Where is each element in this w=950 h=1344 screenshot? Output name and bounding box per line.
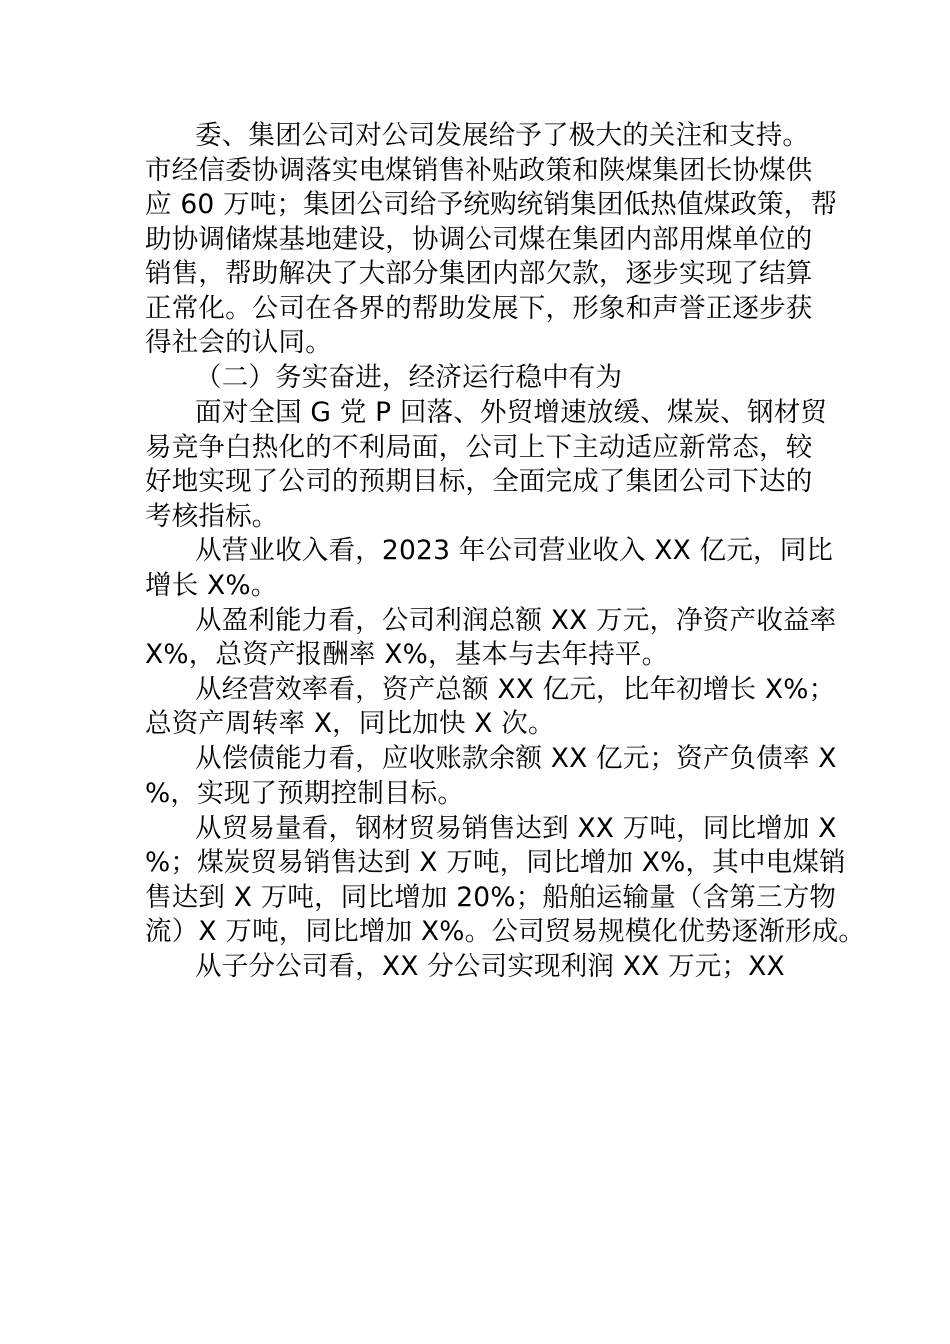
text-line: 面对全国 G 党 P 回落、外贸增速放缓、煤炭、钢材贸 <box>195 397 828 428</box>
text-line: 市经信委协调落实电煤销售补贴政策和陕煤集团长协煤供 <box>145 155 813 186</box>
text-line: 得社会的认同。 <box>145 327 332 358</box>
section-heading: （二）务实奋进，经济运行稳中有为 <box>195 362 623 393</box>
text-line: 委、集团公司对公司发展给予了极大的关注和支持。 <box>195 120 810 151</box>
text-line: 易竞争白热化的不利局面，公司上下主动适应新常态，较 <box>145 432 813 463</box>
text-line: 从子分公司看，XX 分公司实现利润 XX 万元；XX <box>195 951 785 982</box>
text-line: 从经营效率看，资产总额 XX 亿元，比年初增长 X%； <box>195 674 836 705</box>
text-line: 助协调储煤基地建设，协调公司煤在集团内部用煤单位的 <box>145 224 813 255</box>
text-line: 售达到 X 万吨，同比增加 20%；船舶运输量（含第三方物 <box>145 882 837 913</box>
text-line: 从贸易量看，钢材贸易销售达到 XX 万吨，同比增加 X <box>195 813 837 844</box>
text-line: 应 60 万吨；集团公司给予统购统销集团低热值煤政策，帮 <box>145 189 838 220</box>
text-line: 从营业收入看，2023 年公司营业收入 XX 亿元，同比 <box>195 535 834 566</box>
text-line: 从偿债能力看，应收账款余额 XX 亿元；资产负债率 X <box>195 743 837 774</box>
text-line: 总资产周转率 X，同比加快 X 次。 <box>145 708 555 739</box>
text-line: %；煤炭贸易销售达到 X 万吨，同比增加 X%，其中电煤销 <box>145 847 846 878</box>
text-line: 好地实现了公司的预期目标，全面完成了集团公司下达的 <box>145 466 813 497</box>
text-line: 销售，帮助解决了大部分集团内部欠款，逐步实现了结算 <box>145 258 813 289</box>
text-line: %，实现了预期控制目标。 <box>145 778 465 809</box>
text-line: 正常化。公司在各界的帮助发展下，形象和声誉正逐步获 <box>145 293 813 324</box>
text-line: 流）X 万吨，同比增加 X%。公司贸易规模化优势逐渐形成。 <box>145 916 866 947</box>
text-line: X%，总资产报酬率 X%，基本与去年持平。 <box>145 639 669 670</box>
text-line: 考核指标。 <box>145 501 279 532</box>
text-line: 增长 X%。 <box>145 570 278 601</box>
text-line: 从盈利能力看，公司利润总额 XX 万元，净资产收益率 <box>195 605 837 636</box>
